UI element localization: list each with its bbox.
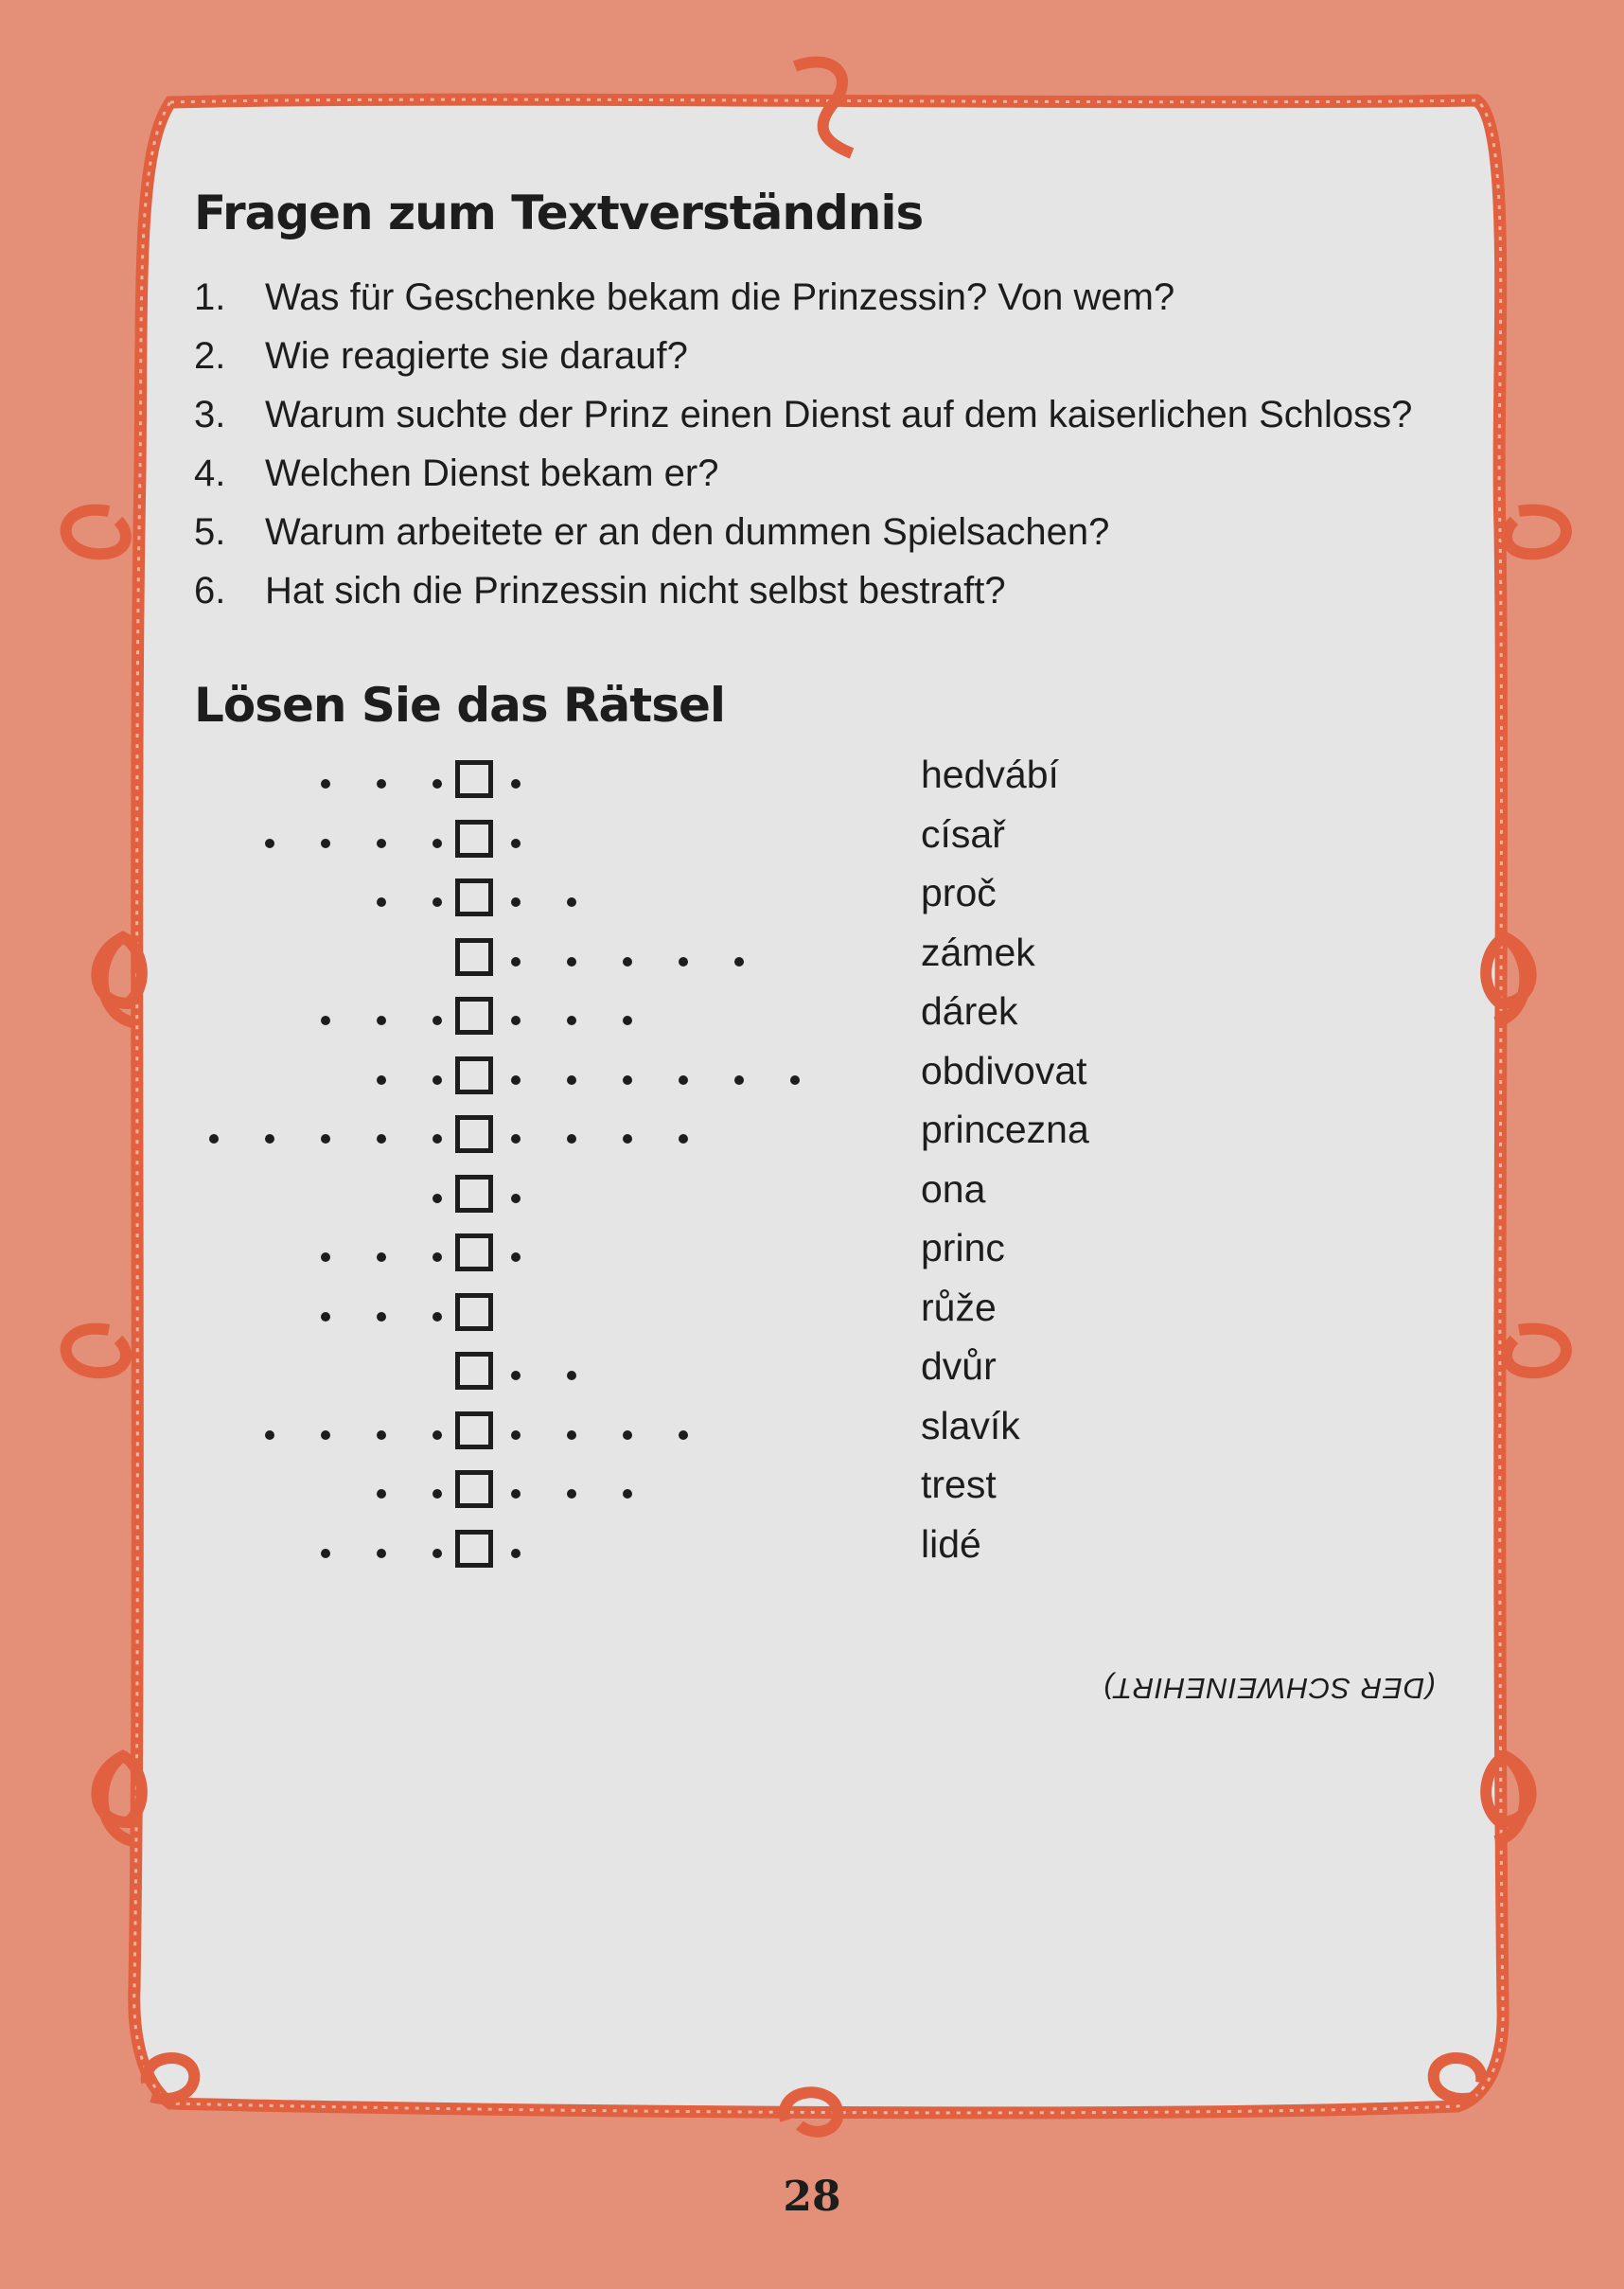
hint-word: obdivovat — [921, 1048, 1087, 1092]
letter-dot — [567, 1430, 576, 1440]
question-number: 6. — [194, 570, 226, 612]
question-item — [194, 444, 1436, 503]
solution-box[interactable] — [455, 1530, 493, 1568]
letter-dot — [432, 1016, 442, 1025]
hint-word: dvůr — [921, 1344, 997, 1388]
solution-note — [852, 1671, 1436, 1705]
question-number: 4. — [194, 452, 226, 494]
question-text: Welchen Dienst bekam er? — [265, 452, 719, 494]
letter-dot — [377, 897, 386, 907]
hint-word: dárek — [921, 989, 1018, 1033]
letter-dot — [321, 839, 330, 848]
puzzle-row — [194, 811, 1436, 876]
letter-dot — [679, 1430, 688, 1440]
puzzle-row — [194, 1344, 1436, 1408]
hint-word: princ — [921, 1226, 1005, 1269]
puzzle-row — [194, 871, 1436, 934]
solution-box[interactable] — [455, 1175, 493, 1213]
puzzle-row — [194, 1463, 1436, 1526]
letter-dot — [377, 1489, 386, 1499]
letter-dot — [623, 957, 632, 967]
puzzle-grid — [194, 753, 1436, 1585]
question-item — [194, 385, 1436, 444]
question-item — [194, 561, 1436, 620]
solution-box[interactable] — [455, 1411, 493, 1449]
letter-dot — [623, 1016, 632, 1025]
puzzle-row — [194, 1226, 1436, 1289]
letter-dot — [511, 1252, 521, 1262]
hint-word: proč — [921, 871, 997, 914]
letter-dot — [432, 1194, 442, 1203]
letter-dot — [511, 897, 521, 907]
letter-dot — [567, 1016, 576, 1025]
letter-dot — [432, 1252, 442, 1262]
letter-dot — [679, 957, 688, 967]
question-number: 5. — [194, 511, 226, 553]
panel-content — [194, 185, 1436, 1585]
heading-questions: Fragen zum Textverständnis — [194, 186, 924, 240]
question-number: 3. — [194, 394, 226, 435]
letter-dot — [567, 1075, 576, 1085]
letter-dot — [623, 1489, 632, 1499]
letter-dot — [432, 1075, 442, 1085]
letter-dot — [432, 1134, 442, 1144]
letter-dot — [511, 957, 521, 967]
hint-word: princezna — [921, 1108, 1089, 1151]
question-number: 2. — [194, 335, 226, 377]
question-item — [194, 503, 1436, 561]
letter-dot — [321, 779, 330, 789]
solution-box[interactable] — [455, 1056, 493, 1094]
question-item — [194, 327, 1436, 385]
letter-dot — [265, 1134, 274, 1144]
hint-word: ona — [921, 1166, 986, 1211]
letter-dot — [511, 839, 521, 848]
hint-word: zámek — [921, 930, 1035, 974]
letter-dot — [790, 1075, 800, 1085]
hint-word: hedvábí — [921, 753, 1059, 796]
solution-box[interactable] — [455, 1352, 493, 1390]
letter-dot — [511, 1194, 521, 1203]
question-text: Wie reagierte sie darauf? — [265, 335, 688, 377]
letter-dot — [511, 1371, 521, 1380]
solution-box[interactable] — [455, 1115, 493, 1153]
letter-dot — [321, 1016, 330, 1025]
puzzle-row — [194, 1403, 1436, 1467]
letter-dot — [511, 1016, 521, 1025]
letter-dot — [734, 1075, 744, 1085]
puzzle-row — [194, 989, 1436, 1053]
letter-dot — [511, 779, 521, 789]
letter-dot — [567, 1371, 576, 1380]
solution-box[interactable] — [455, 938, 493, 976]
solution-note-text: (DER SCHWEINEHIRT) — [1103, 1672, 1436, 1705]
letter-dot — [377, 839, 386, 848]
letter-dot — [265, 839, 274, 848]
letter-dot — [734, 957, 744, 967]
letter-dot — [321, 1312, 330, 1322]
letter-dot — [377, 1549, 386, 1558]
solution-box[interactable] — [455, 1293, 493, 1331]
letter-dot — [432, 897, 442, 907]
letter-dot — [623, 1430, 632, 1440]
letter-dot — [321, 1549, 330, 1558]
question-number: 1. — [194, 276, 226, 318]
letter-dot — [511, 1430, 521, 1440]
hint-word: trest — [921, 1463, 997, 1506]
letter-dot — [377, 1312, 386, 1322]
solution-box[interactable] — [455, 1470, 493, 1508]
solution-box[interactable] — [455, 997, 493, 1035]
letter-dot — [511, 1549, 521, 1558]
letter-dot — [432, 839, 442, 848]
solution-box[interactable] — [455, 1233, 493, 1271]
letter-dot — [432, 779, 442, 789]
letter-dot — [377, 779, 386, 789]
heading-puzzle: Lösen Sie das Rätsel — [194, 678, 726, 733]
question-list — [194, 268, 1436, 620]
question-text: Warum suchte der Prinz einen Dienst auf dem kaiserlichen Schloss? — [265, 394, 1413, 435]
letter-dot — [679, 1134, 688, 1144]
letter-dot — [679, 1075, 688, 1085]
letter-dot — [432, 1430, 442, 1440]
letter-dot — [511, 1075, 521, 1085]
puzzle-row — [194, 1285, 1436, 1349]
puzzle-row — [194, 753, 1436, 816]
letter-dot — [209, 1134, 219, 1144]
letter-dot — [432, 1489, 442, 1499]
letter-dot — [432, 1312, 442, 1322]
solution-box[interactable] — [455, 878, 493, 916]
question-item — [194, 268, 1436, 327]
letter-dot — [511, 1489, 521, 1499]
puzzle-row — [194, 1048, 1436, 1112]
letter-dot — [623, 1134, 632, 1144]
question-text: Was für Geschenke bekam die Prinzessin? Von wem? — [265, 276, 1175, 318]
solution-box[interactable] — [455, 820, 493, 858]
letter-dot — [567, 1489, 576, 1499]
letter-dot — [567, 1134, 576, 1144]
letter-dot — [432, 1549, 442, 1558]
letter-dot — [377, 1134, 386, 1144]
question-text: Warum arbeitete er an den dummen Spielsachen? — [265, 511, 1110, 553]
letter-dot — [623, 1075, 632, 1085]
page-number: 28 — [783, 2173, 841, 2221]
hint-word: lidé — [921, 1521, 981, 1566]
solution-box[interactable] — [455, 760, 493, 798]
hint-word: slavík — [921, 1403, 1020, 1447]
letter-dot — [377, 1075, 386, 1085]
letter-dot — [377, 1252, 386, 1262]
puzzle-row — [194, 1166, 1436, 1231]
letter-dot — [567, 897, 576, 907]
letter-dot — [377, 1430, 386, 1440]
letter-dot — [567, 957, 576, 967]
letter-dot — [321, 1134, 330, 1144]
puzzle-row — [194, 1521, 1436, 1586]
letter-dot — [511, 1134, 521, 1144]
question-text: Hat sich die Prinzessin nicht selbst bestraft? — [265, 570, 1006, 612]
letter-dot — [321, 1430, 330, 1440]
letter-dot — [321, 1252, 330, 1262]
letter-dot — [265, 1430, 274, 1440]
letter-dot — [377, 1016, 386, 1025]
puzzle-row — [194, 930, 1436, 994]
puzzle-row — [194, 1108, 1436, 1171]
hint-word: císař — [921, 811, 1005, 856]
hint-word: růže — [921, 1285, 997, 1329]
